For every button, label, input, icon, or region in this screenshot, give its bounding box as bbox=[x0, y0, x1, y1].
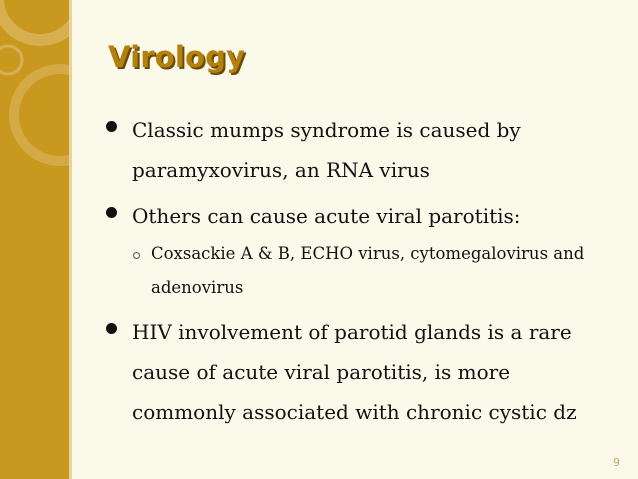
sub-bullet-icon bbox=[133, 252, 140, 259]
bullet-icon bbox=[106, 121, 117, 132]
decorative-circles-graphic bbox=[0, 0, 69, 479]
sub-bullet-item bbox=[102, 237, 602, 305]
bullet-item bbox=[102, 196, 602, 236]
bullet-text: Classic mumps syndrome is caused by paramyxovirus, an RNA virus bbox=[132, 118, 521, 182]
decorative-side-band bbox=[0, 0, 69, 479]
sub-bullet-text: Coxsackie A & B, ECHO virus, cytomegalovirus and adenovirus bbox=[151, 244, 585, 297]
bullet-text: Others can cause acute viral parotitis: bbox=[132, 204, 521, 228]
page-number: 9 bbox=[613, 456, 620, 469]
bullet-item bbox=[102, 312, 602, 432]
slide-title: Virology bbox=[108, 40, 246, 74]
bullet-text: HIV involvement of parotid glands is a rare cause of acute viral parotitis, is more commonly associated with chronic cystic dz bbox=[132, 320, 577, 424]
slide-content bbox=[102, 110, 602, 432]
bullet-icon bbox=[106, 323, 117, 334]
side-band-edge bbox=[69, 0, 72, 479]
bullet-icon bbox=[106, 207, 117, 218]
bullet-item bbox=[102, 110, 602, 190]
